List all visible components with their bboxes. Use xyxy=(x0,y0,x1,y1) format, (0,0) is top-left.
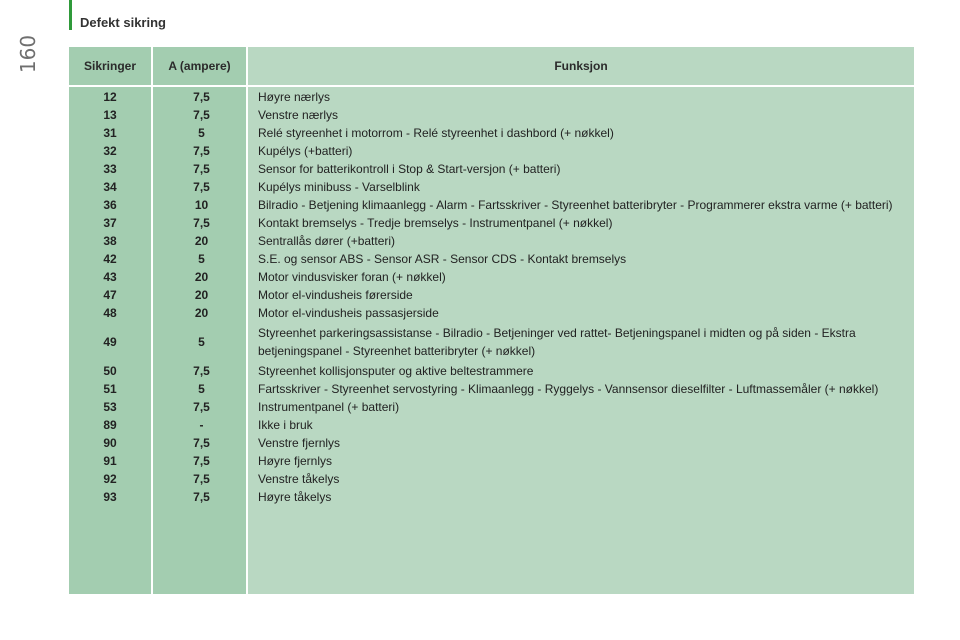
fuse-function: Styreenhet parkeringsassistanse - Bilradio - Betjeninger ved rattet- Betjeningspanel i midten og på siden - Ekstra betjeningspanel - Styreenhet batteribryter (+ nøkkel) xyxy=(258,326,856,358)
fuse-ampere: 20 xyxy=(194,306,209,320)
fuse-number: 48 xyxy=(103,306,117,320)
table-header xyxy=(69,47,914,85)
fuse-function: Venstre tåkelys xyxy=(258,472,340,486)
fuse-ampere: 7,5 xyxy=(193,400,210,414)
fuse-function: Venstre fjernlys xyxy=(258,436,341,450)
fuse-number: 91 xyxy=(103,454,117,468)
fuse-number: 53 xyxy=(103,400,117,414)
table-row xyxy=(69,304,914,322)
table-row xyxy=(69,416,914,434)
fuse-number: 13 xyxy=(103,108,117,122)
header-ampere: A (ampere) xyxy=(168,59,231,73)
fuse-ampere: 7,5 xyxy=(193,472,210,486)
fuse-ampere: 5 xyxy=(198,252,205,266)
fuse-function: S.E. og sensor ABS - Sensor ASR - Sensor CDS - Kontakt bremselys xyxy=(258,252,627,266)
fuse-ampere: 5 xyxy=(198,335,205,349)
fuse-function: Ikke i bruk xyxy=(258,418,313,432)
fuse-number: 31 xyxy=(103,126,117,140)
fuse-number: 32 xyxy=(103,144,117,158)
fuse-ampere: 7,5 xyxy=(193,216,210,230)
table-row xyxy=(69,160,914,178)
fuse-function: Høyre nærlys xyxy=(258,90,331,104)
fuse-ampere: 20 xyxy=(194,234,209,248)
fuse-ampere: 7,5 xyxy=(193,144,210,158)
page-number: 160 xyxy=(16,34,40,74)
table-row xyxy=(69,286,914,304)
fuse-ampere: 7,5 xyxy=(193,162,210,176)
fuse-number: 34 xyxy=(103,180,117,194)
fuse-number: 43 xyxy=(103,270,117,284)
fuse-function: Kupélys minibuss - Varselblink xyxy=(258,180,420,194)
fuse-function: Sentrallås dører (+batteri) xyxy=(258,234,396,248)
fuse-function: Kontakt bremselys - Tredje bremselys - Instrumentpanel (+ nøkkel) xyxy=(258,216,613,230)
fuse-number: 50 xyxy=(103,364,117,378)
fuse-function: Styreenhet kollisjonsputer og aktive beltestrammere xyxy=(258,364,534,378)
table-row xyxy=(69,124,914,142)
fuse-number: 42 xyxy=(103,252,117,266)
section-title: Defekt sikring xyxy=(80,15,166,30)
fuse-ampere: - xyxy=(199,418,204,432)
fuse-number: 33 xyxy=(103,162,117,176)
header-function: Funksjon xyxy=(554,59,608,73)
fuse-ampere: 20 xyxy=(194,288,209,302)
table-row xyxy=(69,178,914,196)
table-row xyxy=(69,196,914,214)
fuse-ampere: 5 xyxy=(198,382,205,396)
table-row xyxy=(69,488,914,506)
fuse-number: 12 xyxy=(103,90,117,104)
fuse-function: Høyre tåkelys xyxy=(258,490,332,504)
table-row xyxy=(69,362,914,380)
header-fuse: Sikringer xyxy=(83,59,137,73)
table-body xyxy=(69,88,914,506)
fuse-function: Motor el-vindusheis passasjerside xyxy=(258,306,439,320)
table-row xyxy=(69,380,914,398)
table-row xyxy=(69,398,914,416)
fuse-function: Motor el-vindusheis førerside xyxy=(258,288,413,302)
table-row xyxy=(69,106,914,124)
table-row xyxy=(69,452,914,470)
fuse-number: 90 xyxy=(103,436,117,450)
fuse-ampere: 7,5 xyxy=(193,436,210,450)
fuse-number: 37 xyxy=(103,216,117,230)
fuse-number: 89 xyxy=(103,418,117,432)
fuse-number: 51 xyxy=(103,382,117,396)
table-row xyxy=(69,324,914,360)
fuse-number: 47 xyxy=(103,288,117,302)
fuse-function: Motor vindusvisker foran (+ nøkkel) xyxy=(258,270,446,284)
fuse-ampere: 10 xyxy=(194,198,209,212)
fuse-function: Bilradio - Betjening klimaanlegg - Alarm - Fartsskriver - Styreenhet batteribryter - Programmerer ekstra varme (+ batteri) xyxy=(258,198,893,212)
table-row xyxy=(69,470,914,488)
fuse-function: Kupélys (+batteri) xyxy=(258,144,353,158)
fuse-function: Fartsskriver - Styreenhet servostyring - Klimaanlegg - Ryggelys - Vannsensor dieselfilter - Luftmassemåler (+ nøkkel) xyxy=(258,382,879,396)
fuse-number: 36 xyxy=(103,198,117,212)
fuse-ampere: 20 xyxy=(194,270,209,284)
fuse-ampere: 7,5 xyxy=(193,108,210,122)
header-divider xyxy=(69,85,914,87)
fuse-function: Instrumentpanel (+ batteri) xyxy=(258,400,400,414)
fuse-ampere: 7,5 xyxy=(193,490,210,504)
fuse-number: 93 xyxy=(103,490,117,504)
table-row xyxy=(69,250,914,268)
fuse-ampere: 5 xyxy=(198,126,205,140)
table-row xyxy=(69,214,914,232)
fuse-ampere: 7,5 xyxy=(193,454,210,468)
fuse-function: Venstre nærlys xyxy=(258,108,339,122)
table-row xyxy=(69,434,914,452)
fuse-table xyxy=(69,47,914,594)
fuse-function: Sensor for batterikontroll i Stop & Start-versjon (+ batteri) xyxy=(258,162,561,176)
fuse-ampere: 7,5 xyxy=(193,364,210,378)
table-row xyxy=(69,142,914,160)
fuse-function: Relé styreenhet i motorrom - Relé styreenhet i dashbord (+ nøkkel) xyxy=(258,126,614,140)
fuse-ampere: 7,5 xyxy=(193,90,210,104)
table-row xyxy=(69,88,914,106)
fuse-number: 49 xyxy=(103,335,117,349)
table-row xyxy=(69,268,914,286)
table-row xyxy=(69,232,914,250)
fuse-number: 38 xyxy=(103,234,117,248)
fuse-number: 92 xyxy=(103,472,117,486)
section-accent-bar xyxy=(69,0,72,30)
fuse-ampere: 7,5 xyxy=(193,180,210,194)
fuse-function: Høyre fjernlys xyxy=(258,454,333,468)
